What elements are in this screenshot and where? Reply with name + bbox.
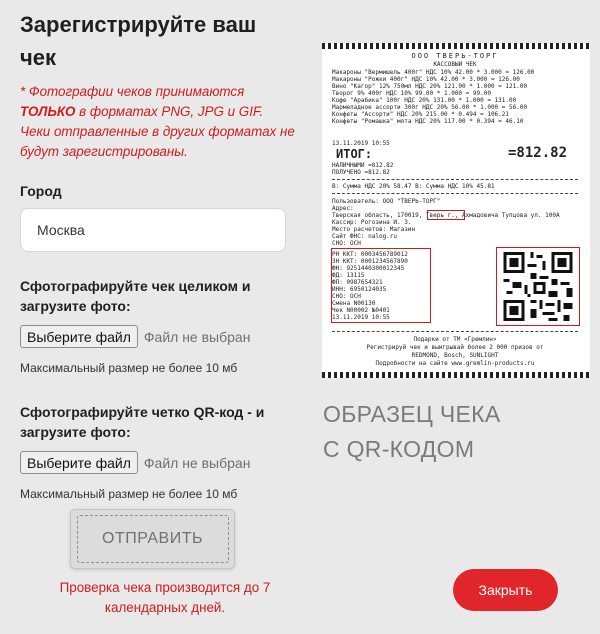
receipt-date: 13.11.2019 10:55 — [332, 140, 390, 147]
check-period-note: Проверка чека производится до 7 календарных дней. — [59, 580, 271, 615]
receipt-max-size-note: Максимальный размер не более 10 мб — [20, 361, 238, 375]
receipt-fiscal-line: Смена N00130 — [332, 300, 376, 307]
receipt-item: Мармеладное ассорти 300г НДС 20% 56.00 * 1.000 = 56.00 — [332, 104, 528, 111]
receipt-item: Вино "Кагор" 12% 750мл НДС 20% 121.00 * 1.000 = 121.00 — [332, 83, 528, 90]
sample-title-line1: ОБРАЗЕЦ ЧЕКА — [323, 401, 501, 427]
sample-title — [323, 397, 583, 467]
sample-title-line2: С QR-КОДОМ — [323, 436, 475, 462]
format-note — [20, 82, 295, 162]
receipt-footer-line: Подробности на сайте www.gremlin-products.ru — [375, 360, 535, 367]
receipt-fiscal-line: ЗН ККТ: 0001234567890 — [332, 258, 408, 265]
receipt-item: Макароны "Вермишель 400г" НДС 10% 42.00 * 3.000 = 126.00 — [332, 69, 535, 76]
receipt-item: Макароны "Рожки 400г" НДС 10% 42.00 * 3.000 = 126.00 — [332, 76, 520, 83]
format-note-suffix: в форматах PNG, JPG и GIF. Чеки отправленные в других форматах не будут зарегистрированы. — [20, 104, 295, 159]
format-note-bold: ТОЛЬКО — [20, 104, 76, 119]
receipt-subheader: КАССОВЫЙ ЧЕК — [433, 61, 477, 68]
city-label: Город — [20, 183, 62, 199]
receipt-cash-line: НАЛИЧНЫМИ =812.82 — [332, 162, 394, 169]
receipt-address-line: Тверская область, 170019, Тверь г., Ахмадовича Тупцова ул. 100А — [332, 212, 560, 219]
submit-label: ОТПРАВИТЬ — [77, 515, 229, 563]
receipt-header: ООО ТВЕРЬ-ТОРГ — [411, 53, 499, 60]
receipt-fiscal-highlight — [331, 248, 431, 323]
receipt-fiscal-line: ФН: 9251440300012345 — [332, 265, 405, 272]
qr-file-row — [20, 451, 295, 474]
receipt-vat-line: В: Сумма НДС 20% 58.47 В: Сумма НДС 10% 45.81 — [332, 183, 495, 190]
receipt-fiscal-line: ФП: 0987654321 — [332, 279, 383, 286]
receipt-address-line: Адрес: — [332, 205, 354, 212]
city-value: Москва — [37, 222, 85, 238]
qr-file-status: Файл не выбран — [143, 454, 251, 471]
registration-form — [20, 0, 295, 501]
receipt-fiscal-line: СНО: ОСН — [332, 293, 361, 300]
receipt-address-line: СНО: ОСН — [332, 240, 361, 247]
close-button[interactable]: Закрыть — [453, 569, 558, 611]
qr-photo-label: Сфотографируйте четко QR-код - и загрузите фото: — [20, 404, 265, 440]
receipt-fiscal-line: ИНН: 6950124035 — [332, 286, 387, 293]
receipt-file-row — [20, 325, 295, 348]
city-input[interactable] — [20, 208, 286, 252]
receipt-fiscal-line: Чек N00002 №0401 — [332, 307, 390, 314]
receipt-item: Конфеты "Ромашка" мята НДС 20% 117.00 * 0.394 = 46.10 — [332, 118, 524, 125]
receipt-footer-line: Подарки от ТМ «Гремлин» — [413, 336, 497, 343]
receipt-footer-line: REDMOND, Bosch, SUNLIGHT — [411, 352, 499, 359]
receipt-divider — [332, 193, 578, 194]
receipt-total-label: ИТОГ: — [336, 147, 373, 161]
receipt-file-status: Файл не выбран — [143, 328, 251, 345]
receipt-cash-line: ПОЛУЧЕНО =812.82 — [332, 169, 390, 176]
receipt-address-line: Пользователь: ООО "ТВЕРЬ-ТОРГ" — [332, 198, 441, 205]
receipt-address-line: Сайт ФНС: nalog.ru — [332, 233, 398, 240]
receipt-footer-line: Регистрируй чек и выигрывай более 2 000 призов от — [366, 344, 544, 351]
receipt-photo-label: Сфотографируйте чек целиком и загрузите фото: — [20, 278, 251, 314]
receipt-item: Творог 9% 400г НДС 10% 99.00 * 1.000 = 99.00 — [332, 90, 491, 97]
format-note-prefix: * Фотографии чеков принимаются — [20, 84, 245, 99]
receipt-item: Кофе "Арабика" 100г НДС 20% 131.00 * 1.000 = 131.00 — [332, 97, 517, 104]
receipt-divider — [332, 331, 578, 332]
qr-max-size-note: Максимальный размер не более 10 мб — [20, 487, 238, 501]
receipt-fiscal-line: РН ККТ: 0003456789012 — [332, 251, 408, 258]
qr-code-highlight — [496, 247, 580, 326]
form-title: Зарегистрируйте ваш чек — [20, 12, 257, 70]
receipt-file-button[interactable]: Выберите файл — [20, 325, 138, 348]
qr-file-button[interactable]: Выберите файл — [20, 451, 138, 474]
receipt-address-line: Место расчетов: Магазин — [332, 226, 416, 233]
receipt-item: Конфеты "Ассорти" НДС 20% 215.00 * 0.494 = 106.21 — [332, 111, 510, 118]
receipt-top-edge — [322, 43, 590, 49]
submit-button[interactable] — [70, 509, 235, 569]
receipt-fiscal-line: ФД: 13115 — [332, 272, 365, 279]
receipt-bottom-edge — [322, 372, 590, 378]
receipt-divider — [332, 179, 578, 180]
sample-receipt-image — [322, 43, 590, 378]
receipt-total-value: =812.82 — [508, 145, 568, 161]
receipt-date-fiscal: 13.11.2019 10:55 — [332, 314, 390, 321]
receipt-address-line: Кассир: Рогозина И. З. — [332, 219, 412, 226]
